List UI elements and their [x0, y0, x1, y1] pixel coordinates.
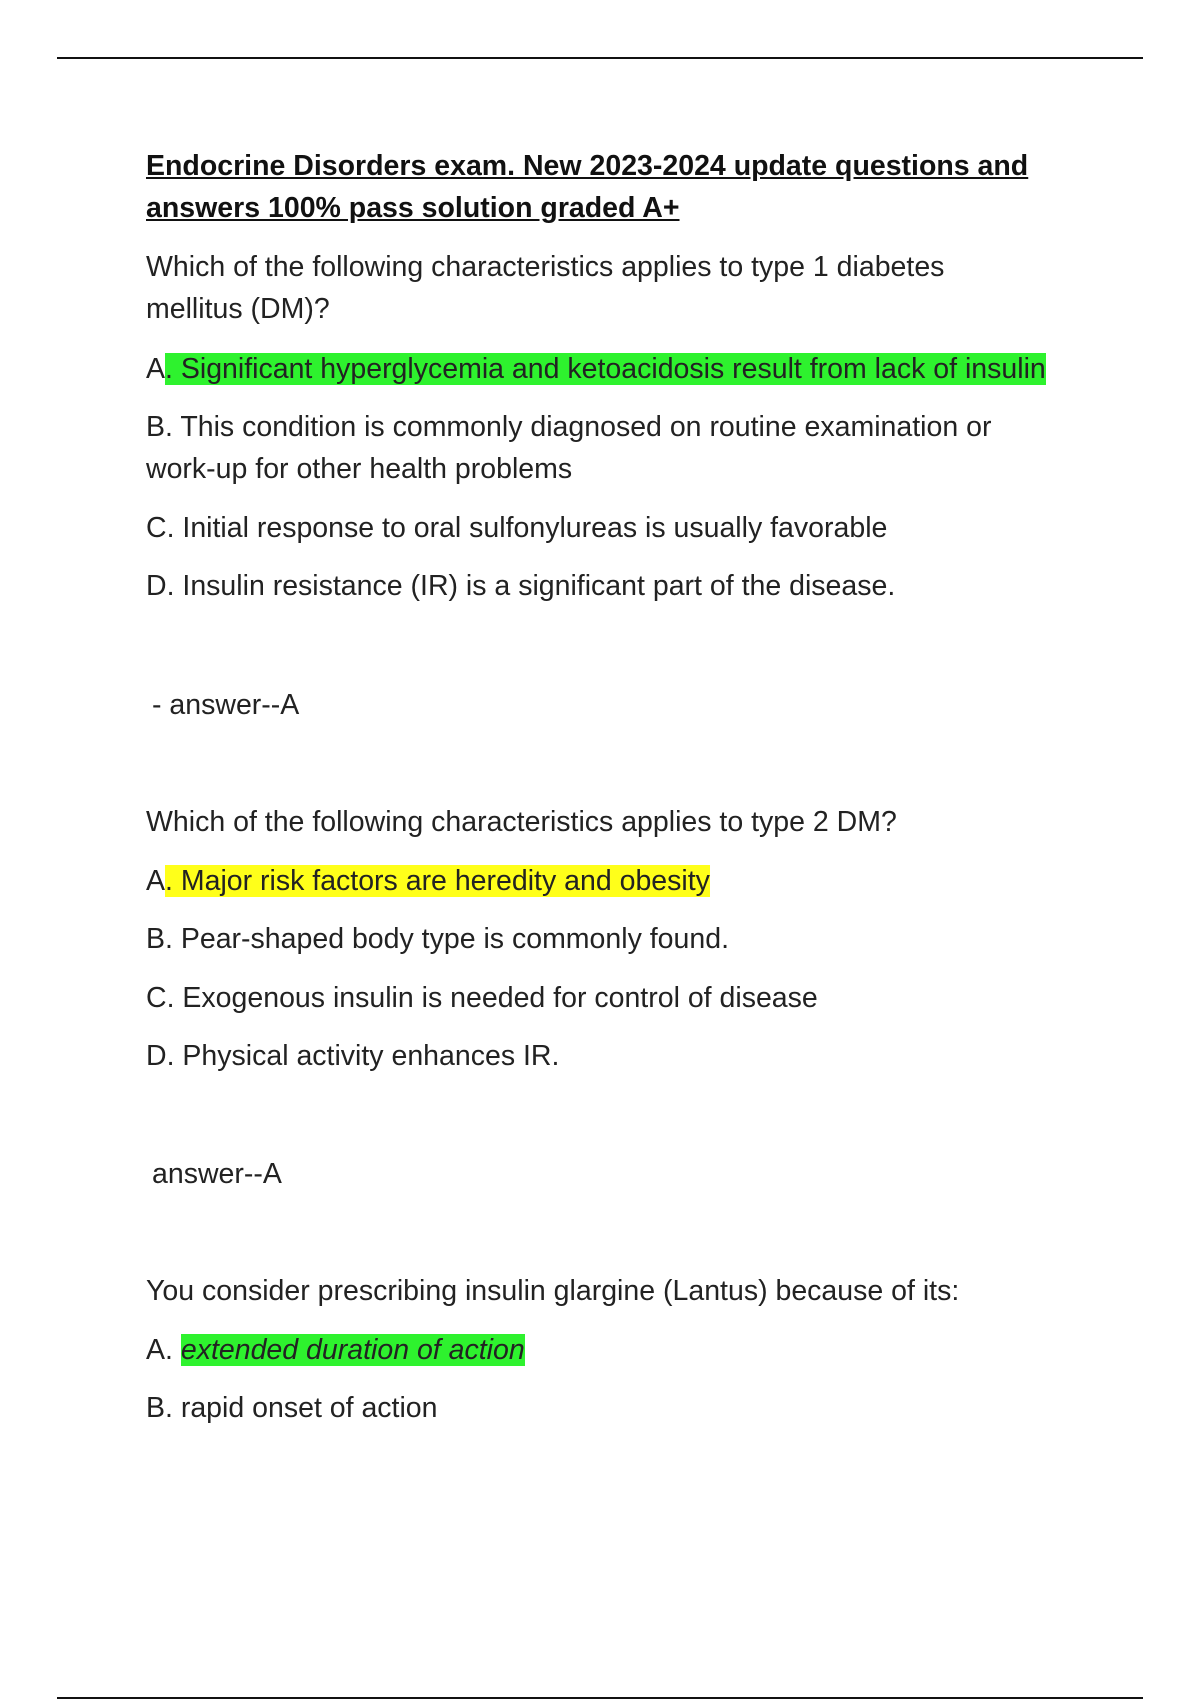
highlighted-correct-answer: extended duration of action [180, 1334, 525, 1366]
question-1-answer: - answer--A [152, 689, 300, 721]
question-2-stem: Which of the following characteristics applies to type 2 DM? [146, 806, 897, 838]
question-1-option-b-line-1: B. This condition is commonly diagnosed on routine examination or [146, 411, 992, 443]
question-3-stem: You consider prescribing insulin glargine (Lantus) because of its: [146, 1275, 960, 1307]
question-3-option-a [146, 1329, 525, 1371]
question-1-option-c: C. Initial response to oral sulfonylureas is usually favorable [146, 512, 888, 544]
top-rule [57, 57, 1143, 59]
option-a-letter: A. [146, 1334, 181, 1366]
highlighted-correct-answer: . Significant hyperglycemia and ketoacidosis result from lack of insulin [165, 353, 1046, 385]
question-1-option-b-line-2: work-up for other health problems [146, 453, 573, 485]
question-1-stem-line-1: Which of the following characteristics applies to type 1 diabetes [146, 251, 945, 283]
question-1-stem-line-2: mellitus (DM)? [146, 293, 330, 325]
question-2-answer: answer--A [152, 1158, 282, 1190]
question-1-option-a [146, 348, 1046, 390]
question-2-option-d: D. Physical activity enhances IR. [146, 1040, 560, 1072]
question-2-option-b: B. Pear-shaped body type is commonly found. [146, 923, 729, 955]
document-title-line-1: Endocrine Disorders exam. New 2023-2024 update questions and [146, 150, 1029, 182]
document-title-line-2: answers 100% pass solution graded A+ [146, 192, 680, 224]
option-a-letter: A [146, 353, 166, 385]
highlighted-correct-answer: . Major risk factors are heredity and obesity [165, 865, 710, 897]
option-a-letter: A [146, 865, 166, 897]
question-2-option-c: C. Exogenous insulin is needed for control of disease [146, 982, 818, 1014]
question-3-option-b: B. rapid onset of action [146, 1392, 438, 1424]
question-1-option-d: D. Insulin resistance (IR) is a significant part of the disease. [146, 570, 896, 602]
question-2-option-a [146, 860, 710, 902]
bottom-rule [57, 1697, 1143, 1699]
